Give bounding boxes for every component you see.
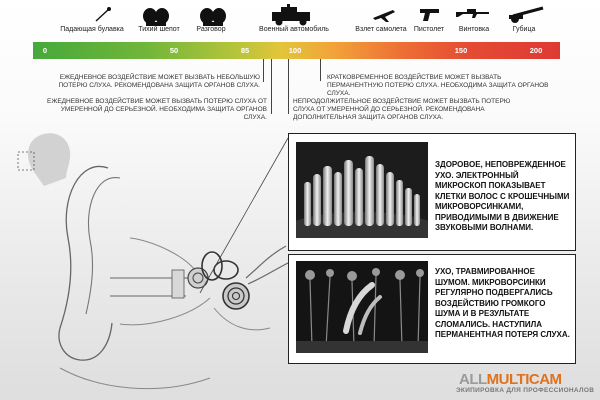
scale-tick-100: 100 bbox=[288, 46, 302, 55]
leader-line-2 bbox=[271, 59, 272, 114]
allmulticam-logo: ALLMULTICAM bbox=[459, 371, 562, 388]
annotation-short-exposure: НЕПРОДОЛЖИТЕЛЬНОЕ ВОЗДЕЙСТВИЕ МОЖЕТ ВЫЗВАТЬ ПОТЕРЮ СЛУХА ОТ УМЕРЕННОЙ ДО СЕРЬЕЗНОЙ. РЕКОМЕНДОВАНА ДОПОЛНИТЕЛЬНАЯ ЗАЩИТА ОРГАНОВ СЛУХА. bbox=[293, 98, 511, 121]
jet-icon bbox=[371, 6, 397, 24]
rifle-icon bbox=[455, 6, 493, 20]
source-label-pin: Падающая булавка bbox=[60, 26, 124, 33]
annotation-small-loss: ЕЖЕДНЕВНОЕ ВОЗДЕЙСТВИЕ МОЖЕТ ВЫЗВАТЬ НЕБОЛЬШУЮ ПОТЕРЮ СЛУХА. РЕКОМЕНДОВАНА ЗАЩИТА ОРГАНОВ СЛУХА. bbox=[58, 74, 260, 89]
leader-line-4 bbox=[320, 59, 321, 81]
damaged-ear-caption: УХО, ТРАВМИРОВАННОЕ ШУМОМ. МИКРОВОРСИНКИ РЕГУЛЯРНО ПОДВЕРГАЛИСЬ ВОЗДЕЙСТВИЮ ГРОМКОГО ШУМА И В РЕЗУЛЬТАТЕ СЛОМАЛИСЬ. НАСТУПИЛА ПЕРМАНЕНТНАЯ ПОТЕРЯ СЛУХА. bbox=[435, 267, 570, 339]
pistol-icon bbox=[419, 6, 441, 22]
scale-tick-150: 150 bbox=[454, 46, 468, 55]
healthy-ear-panel bbox=[288, 133, 576, 251]
damaged-ear-panel bbox=[288, 254, 576, 364]
source-label-rifle: Винтовка bbox=[458, 26, 490, 33]
source-label-talk: Разговор bbox=[196, 26, 226, 33]
brand-tagline: ЭКИПИРОВКА ДЛЯ ПРОФЕССИОНАЛОВ bbox=[456, 387, 595, 394]
military-vehicle-icon bbox=[269, 4, 313, 26]
healthy-hair-cells-image bbox=[296, 142, 428, 238]
annotation-permanent-loss: КРАТКОВРЕМЕННОЕ ВОЗДЕЙСТВИЕ МОЖЕТ ВЫЗВАТЬ ПЕРМАНЕНТНУЮ ПОТЕРЮ СЛУХА. НЕОБХОДИМА ЗАЩИТА ОРГАНОВ СЛУХА. bbox=[327, 74, 549, 97]
scale-tick-200: 200 bbox=[529, 46, 543, 55]
scale-tick-85: 85 bbox=[240, 46, 250, 55]
leader-line-1 bbox=[263, 59, 264, 82]
leader-line-3 bbox=[288, 59, 289, 114]
annotation-moderate-loss: ЕЖЕДНЕВНОЕ ВОЗДЕЙСТВИЕ МОЖЕТ ВЫЗВАТЬ ПОТЕРЮ СЛУХА ОТ УМЕРЕННОЙ ДО СЕРЬЕЗНОЙ. НЕОБХОДИМА ЗАЩИТА ОРГАНОВ СЛУХА. bbox=[46, 98, 267, 121]
source-label-pistol: Пистолет bbox=[413, 26, 445, 33]
cannon-icon bbox=[505, 6, 545, 24]
source-label-whisper: Тихий шепот bbox=[138, 26, 180, 33]
scale-tick-50: 50 bbox=[169, 46, 179, 55]
head-icon bbox=[28, 133, 70, 186]
talk-icon bbox=[198, 6, 228, 26]
source-label-jet: Взлет самолета bbox=[355, 26, 407, 33]
whisper-icon bbox=[141, 6, 171, 26]
ear-anatomy-illustration bbox=[0, 128, 290, 400]
damaged-hair-cells-image bbox=[296, 261, 428, 353]
source-label-cannon: Губица bbox=[512, 26, 536, 33]
pin-icon bbox=[92, 6, 112, 24]
healthy-ear-caption: ЗДОРОВОЕ, НЕПОВРЕЖДЕННОЕ УХО. ЭЛЕКТРОННЫЙ МИКРОСКОП ПОКАЗЫВАЕТ КЛЕТКИ ВОЛОС С КРОШЕЧНЫМИ МИКРОВОРСИНКАМИ, ПРИВОДИМЫМИ В ДВИЖЕНИЕ ЗВУКОВЫМИ ВОЛНАМИ. bbox=[435, 160, 570, 232]
scale-tick-0: 0 bbox=[42, 46, 48, 55]
source-label-vehicle: Военный автомобиль bbox=[259, 26, 329, 33]
